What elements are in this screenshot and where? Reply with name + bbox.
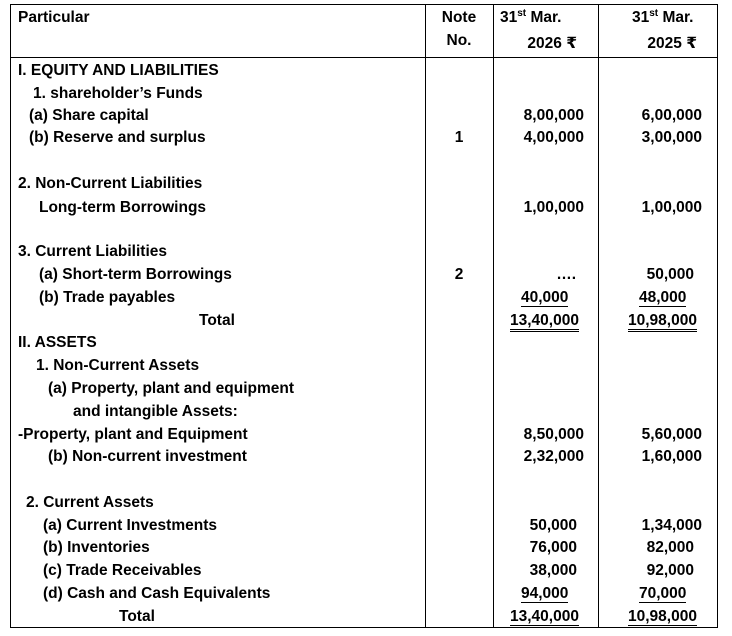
value-2025: 48,000 — [639, 289, 687, 306]
row-label: (b) Inventories — [43, 539, 150, 556]
total-2025: 10,98,000 — [628, 608, 697, 626]
header-divider — [10, 57, 718, 58]
row-label: 2. Non-Current Liabilities — [18, 175, 203, 192]
row-label: 3. Current Liabilities — [18, 243, 168, 260]
value-2026: …. — [556, 266, 576, 283]
value-2025: 5,60,000 — [641, 426, 702, 443]
value-2026: 94,000 — [521, 585, 569, 602]
value-2025: 1,34,000 — [641, 517, 702, 534]
header-note-line1: Note — [441, 9, 477, 26]
row-label: (a) Short-term Borrowings — [39, 266, 232, 283]
row-label: (d) Cash and Cash Equivalents — [43, 585, 271, 602]
total-2026: 13,40,000 — [510, 608, 579, 626]
value-2026: 50,000 — [529, 517, 577, 534]
row-label: Long-term Borrowings — [39, 199, 207, 216]
row-label-total: Total — [199, 312, 235, 329]
total-2025: 10,98,000 — [628, 312, 697, 330]
row-label: (b) Trade payables — [39, 289, 176, 306]
row-label: and intangible Assets: — [73, 403, 238, 420]
row-label: (b) Non-current investment — [48, 448, 247, 465]
header-particular: Particular — [18, 9, 90, 26]
value-2026: 1,00,000 — [523, 199, 584, 216]
value-2026: 4,00,000 — [523, 129, 584, 146]
row-label: 2. Current Assets — [26, 494, 154, 511]
row-note: 2 — [454, 266, 464, 283]
value-2025: 1,00,000 — [641, 199, 702, 216]
row-label: 1. Non-Current Assets — [36, 357, 200, 374]
header-note-line2: No. — [446, 32, 472, 49]
row-label: (c) Trade Receivables — [43, 562, 202, 579]
value-2026: 76,000 — [529, 539, 577, 556]
value-2025: 1,60,000 — [641, 448, 702, 465]
row-label: -Property, plant and Equipment — [18, 426, 248, 443]
value-2025: 92,000 — [646, 562, 694, 579]
value-2025: 82,000 — [646, 539, 694, 556]
row-label: (a) Current Investments — [43, 517, 217, 534]
header-2025-line2: 2025 ₹ — [647, 35, 697, 52]
value-2026: 8,00,000 — [523, 107, 584, 124]
column-divider-2026 — [493, 4, 494, 628]
row-label-total: Total — [119, 608, 155, 625]
row-label: 1. shareholder’s Funds — [33, 85, 203, 102]
value-2026: 2,32,000 — [523, 448, 584, 465]
value-2025: 70,000 — [639, 585, 687, 602]
value-2025: 3,00,000 — [641, 129, 702, 146]
value-2026: 38,000 — [529, 562, 577, 579]
value-2026: 40,000 — [521, 289, 569, 306]
row-label: II. ASSETS — [18, 334, 97, 351]
row-label: I. EQUITY AND LIABILITIES — [18, 62, 219, 79]
row-label: (b) Reserve and surplus — [29, 129, 206, 146]
row-note: 1 — [454, 129, 464, 146]
header-2025-line1: 31st Mar. — [632, 8, 694, 26]
value-2026: 8,50,000 — [523, 426, 584, 443]
row-label: (a) Property, plant and equipment — [48, 380, 295, 397]
header-2026-line1: 31st Mar. — [500, 8, 562, 26]
row-label: (a) Share capital — [29, 107, 149, 124]
column-divider-note — [425, 4, 426, 628]
total-2026: 13,40,000 — [510, 312, 579, 330]
column-divider-2025 — [598, 4, 599, 628]
value-2025: 6,00,000 — [641, 107, 702, 124]
header-2026-line2: 2026 ₹ — [527, 35, 577, 52]
value-2025: 50,000 — [646, 266, 694, 283]
